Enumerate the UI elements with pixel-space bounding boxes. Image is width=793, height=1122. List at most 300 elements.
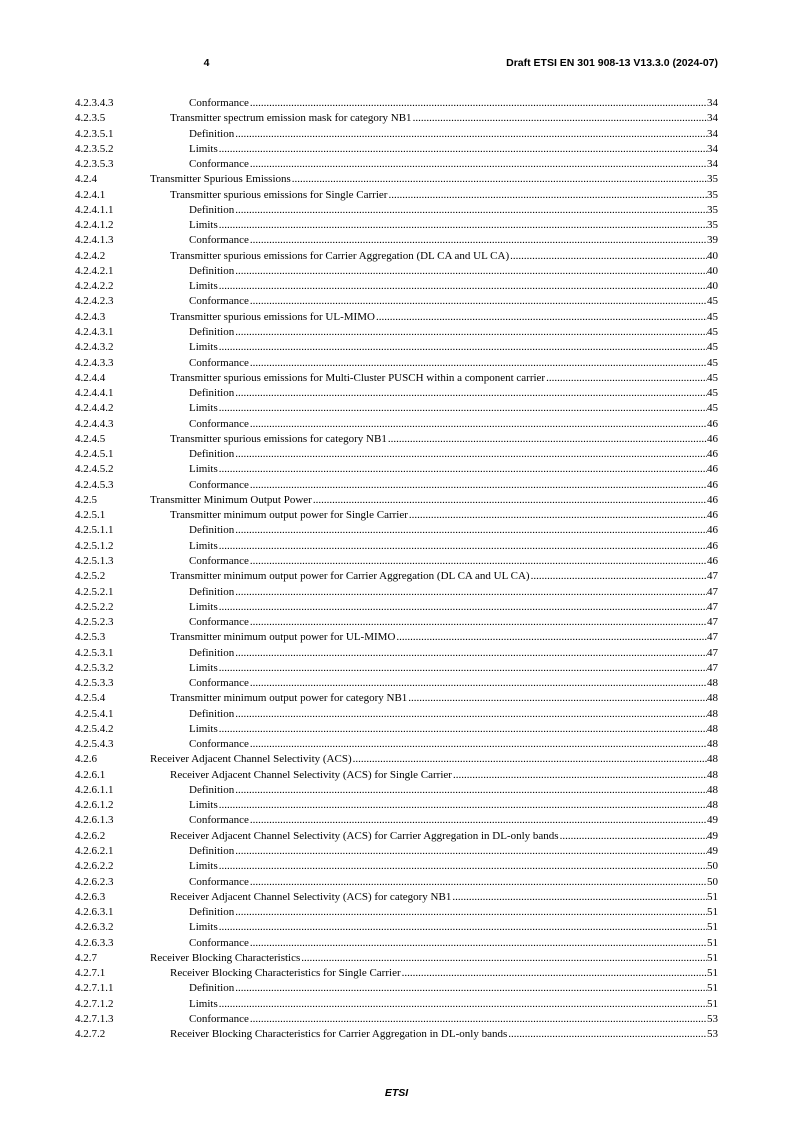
toc-entry-number: 4.2.5.3	[75, 631, 106, 644]
toc-entry-number: 4.2.3.5	[75, 112, 106, 125]
toc-entry-title: Definition	[189, 448, 235, 461]
toc-dot-leader	[352, 752, 707, 767]
toc-entry-number: 4.2.3.5.1	[75, 127, 114, 140]
toc-entry-title: Receiver Adjacent Channel Selectivity (ACS) for Carrier Aggregation in DL-only bands	[170, 829, 559, 842]
toc-entry-title: Conformance	[189, 554, 249, 567]
toc-entry-title: Transmitter spurious emissions for Single Carrier	[170, 188, 388, 201]
toc-entry-number: 4.2.4.2	[75, 249, 106, 262]
toc-entry-title: Definition	[189, 646, 235, 659]
toc-entry-title: Limits	[189, 402, 218, 415]
toc-entry-title: Receiver Adjacent Channel Selectivity (ACS) for Single Carrier	[170, 768, 452, 781]
toc-entry[interactable]	[75, 585, 718, 600]
toc-entry-page: 40	[707, 264, 718, 277]
toc-entry-body	[189, 1012, 718, 1027]
toc-entry-title: Conformance	[189, 936, 249, 949]
toc-entry-body	[189, 859, 718, 874]
toc-dot-leader	[249, 737, 707, 752]
toc-entry[interactable]	[75, 829, 718, 844]
toc-entry-title: Conformance	[189, 875, 249, 888]
toc-entry[interactable]	[75, 386, 718, 401]
toc-dot-leader	[218, 462, 707, 477]
toc-entry-page: 53	[707, 1012, 718, 1025]
toc-entry[interactable]	[75, 951, 718, 966]
toc-entry-title: Transmitter spectrum emission mask for category NB1	[170, 112, 412, 125]
toc-entry-page: 49	[707, 829, 718, 842]
toc-entry-body	[189, 997, 718, 1012]
toc-entry[interactable]	[75, 646, 718, 661]
toc-entry[interactable]	[75, 813, 718, 828]
toc-dot-leader	[249, 157, 707, 172]
toc-entry-page: 48	[707, 768, 718, 781]
toc-entry[interactable]	[75, 707, 718, 722]
toc-entry[interactable]	[75, 188, 718, 203]
toc-entry-number: 4.2.6.2.2	[75, 860, 114, 873]
toc-entry-body	[189, 386, 718, 401]
toc-entry-title: Definition	[189, 387, 235, 400]
toc-entry[interactable]	[75, 783, 718, 798]
toc-entry-number: 4.2.4.3.2	[75, 341, 114, 354]
toc-entry-page: 47	[707, 585, 718, 598]
toc-entry-title: Definition	[189, 203, 235, 216]
toc-entry-page: 48	[707, 783, 718, 796]
toc-entry[interactable]	[75, 737, 718, 752]
toc-entry[interactable]	[75, 172, 718, 187]
toc-entry-body	[189, 157, 718, 172]
toc-dot-leader	[218, 600, 707, 615]
toc-entry-number: 4.2.5.3.1	[75, 646, 114, 659]
toc-entry[interactable]	[75, 356, 718, 371]
toc-entry-body	[170, 691, 718, 706]
toc-entry[interactable]	[75, 142, 718, 157]
toc-entry-title: Limits	[189, 860, 218, 873]
toc-entry[interactable]	[75, 264, 718, 279]
toc-dot-leader	[218, 539, 707, 554]
toc-entry-number: 4.2.4.4.2	[75, 402, 114, 415]
toc-dot-leader	[249, 478, 707, 493]
toc-dot-leader	[249, 875, 707, 890]
toc-entry-body	[150, 172, 718, 187]
toc-entry-body	[170, 768, 718, 783]
toc-entry-title: Definition	[189, 783, 235, 796]
toc-dot-leader	[249, 676, 707, 691]
toc-entry-number: 4.2.7.1.1	[75, 982, 114, 995]
toc-entry-page: 51	[707, 921, 718, 934]
toc-entry-body	[170, 829, 718, 844]
toc-entry-page: 35	[707, 188, 718, 201]
toc-entry[interactable]	[75, 462, 718, 477]
toc-entry-body	[170, 371, 718, 386]
toc-entry-body	[189, 233, 718, 248]
toc-entry-number: 4.2.5.3.3	[75, 677, 114, 690]
toc-entry[interactable]	[75, 478, 718, 493]
toc-dot-leader	[218, 340, 707, 355]
toc-entry-number: 4.2.4.2.1	[75, 264, 114, 277]
toc-entry-body	[170, 630, 718, 645]
toc-dot-leader	[401, 966, 707, 981]
toc-entry-number: 4.2.7.2	[75, 1028, 106, 1041]
toc-entry-number: 4.2.4.2.3	[75, 295, 114, 308]
toc-entry-page: 51	[707, 997, 718, 1010]
toc-entry-number: 4.2.3.5.2	[75, 142, 114, 155]
toc-entry-title: Transmitter minimum output power for category NB1	[170, 692, 408, 705]
toc-entry[interactable]	[75, 630, 718, 645]
toc-entry-body	[189, 600, 718, 615]
toc-entry[interactable]	[75, 432, 718, 447]
toc-entry-body	[150, 752, 718, 767]
toc-entry-body	[189, 615, 718, 630]
toc-entry-title: Conformance	[189, 814, 249, 827]
toc-entry-number: 4.2.4.3.1	[75, 325, 114, 338]
toc-dot-leader	[249, 936, 707, 951]
toc-entry-number: 4.2.7.1.2	[75, 997, 114, 1010]
toc-entry[interactable]	[75, 615, 718, 630]
toc-entry[interactable]	[75, 523, 718, 538]
toc-entry[interactable]	[75, 981, 718, 996]
toc-entry-number: 4.2.6.3.1	[75, 906, 114, 919]
toc-entry-number: 4.2.6.1	[75, 768, 106, 781]
toc-entry-title: Conformance	[189, 234, 249, 247]
toc-dot-leader	[218, 920, 707, 935]
toc-entry-number: 4.2.5.2.2	[75, 600, 114, 613]
toc-entry-body	[189, 142, 718, 157]
toc-entry-title: Transmitter Spurious Emissions	[150, 173, 291, 186]
table-of-contents	[75, 96, 718, 1042]
toc-dot-leader	[234, 646, 707, 661]
toc-entry-body	[189, 554, 718, 569]
toc-entry-title: Limits	[189, 600, 218, 613]
toc-dot-leader	[412, 111, 707, 126]
toc-entry-title: Transmitter Minimum Output Power	[150, 493, 312, 506]
toc-entry-page: 49	[707, 845, 718, 858]
toc-entry-number: 4.2.4.3	[75, 310, 106, 323]
toc-entry-page: 46	[707, 463, 718, 476]
toc-dot-leader	[234, 981, 707, 996]
toc-entry-page: 51	[707, 936, 718, 949]
toc-dot-leader	[559, 829, 707, 844]
toc-entry-body	[189, 737, 718, 752]
toc-entry[interactable]	[75, 127, 718, 142]
toc-dot-leader	[451, 890, 707, 905]
toc-entry-title: Transmitter spurious emissions for Multi-Cluster PUSCH within a component carrier	[170, 371, 546, 384]
toc-entry-number: 4.2.5.1.2	[75, 539, 114, 552]
toc-entry[interactable]	[75, 768, 718, 783]
toc-entry-title: Definition	[189, 906, 235, 919]
toc-entry-page: 47	[707, 661, 718, 674]
toc-dot-leader	[408, 508, 707, 523]
toc-dot-leader	[218, 142, 707, 157]
page-number: 4	[203, 57, 210, 69]
toc-entry-title: Limits	[189, 280, 218, 293]
toc-entry-body	[170, 249, 718, 264]
toc-entry[interactable]	[75, 569, 718, 584]
toc-entry-page: 51	[707, 967, 718, 980]
toc-dot-leader	[234, 783, 707, 798]
toc-entry[interactable]	[75, 96, 718, 111]
toc-entry[interactable]	[75, 798, 718, 813]
toc-dot-leader	[249, 1012, 707, 1027]
toc-entry-number: 4.2.4.4	[75, 371, 106, 384]
toc-entry-page: 34	[707, 127, 718, 140]
footer-etsi: ETSI	[384, 1087, 409, 1099]
toc-entry-body	[189, 646, 718, 661]
toc-dot-leader	[249, 233, 707, 248]
toc-entry[interactable]	[75, 371, 718, 386]
toc-dot-leader	[507, 1027, 707, 1042]
toc-entry-page: 46	[707, 524, 718, 537]
toc-entry-number: 4.2.7	[75, 951, 97, 964]
toc-entry-title: Conformance	[189, 158, 249, 171]
toc-entry[interactable]	[75, 936, 718, 951]
toc-entry-page: 34	[707, 142, 718, 155]
toc-dot-leader	[249, 294, 707, 309]
toc-entry-page: 46	[707, 448, 718, 461]
toc-entry-page: 46	[707, 493, 718, 506]
toc-entry-page: 50	[707, 875, 718, 888]
toc-entry-page: 34	[707, 158, 718, 171]
toc-entry-number: 4.2.6.1.3	[75, 814, 114, 827]
toc-entry[interactable]	[75, 279, 718, 294]
toc-entry-page: 48	[707, 707, 718, 720]
toc-entry[interactable]	[75, 752, 718, 767]
toc-entry[interactable]	[75, 401, 718, 416]
toc-entry-number: 4.2.4.3.3	[75, 356, 114, 369]
toc-dot-leader	[387, 188, 707, 203]
toc-entry-number: 4.2.6	[75, 753, 97, 766]
toc-entry-body	[189, 356, 718, 371]
toc-entry-body	[170, 1027, 718, 1042]
toc-entry[interactable]	[75, 691, 718, 706]
toc-entry-number: 4.2.5.1.1	[75, 524, 114, 537]
toc-entry[interactable]	[75, 600, 718, 615]
toc-entry-number: 4.2.4.4.1	[75, 387, 114, 400]
toc-entry[interactable]	[75, 920, 718, 935]
toc-entry[interactable]	[75, 997, 718, 1012]
toc-entry-page: 35	[707, 219, 718, 232]
toc-entry-title: Limits	[189, 799, 218, 812]
toc-entry-number: 4.2.5	[75, 493, 97, 506]
toc-entry-number: 4.2.3.4.3	[75, 97, 114, 109]
toc-dot-leader	[249, 554, 707, 569]
toc-entry-number: 4.2.5.4.2	[75, 722, 114, 735]
toc-entry-title: Conformance	[189, 677, 249, 690]
toc-entry-page: 45	[707, 310, 718, 323]
toc-entry-number: 4.2.5.1	[75, 509, 106, 522]
toc-entry-number: 4.2.4.5.2	[75, 463, 114, 476]
toc-entry-body	[189, 813, 718, 828]
toc-entry-number: 4.2.6.2	[75, 829, 106, 842]
toc-entry-body	[189, 661, 718, 676]
toc-entry[interactable]	[75, 661, 718, 676]
toc-entry-page: 53	[707, 1028, 718, 1041]
toc-entry-body	[189, 417, 718, 432]
toc-entry-number: 4.2.5.4.1	[75, 707, 114, 720]
toc-dot-leader	[375, 310, 707, 325]
toc-entry[interactable]	[75, 859, 718, 874]
toc-entry[interactable]	[75, 1027, 718, 1042]
toc-entry-title: Transmitter spurious emissions for UL-MIMO	[170, 310, 375, 323]
toc-entry-number: 4.2.4.1.2	[75, 219, 114, 232]
toc-entry-page: 48	[707, 722, 718, 735]
toc-entry[interactable]	[75, 539, 718, 554]
toc-entry-body	[189, 905, 718, 920]
toc-entry[interactable]	[75, 508, 718, 523]
toc-entry-page: 47	[707, 616, 718, 629]
toc-entry-body	[189, 707, 718, 722]
toc-entry-body	[170, 508, 718, 523]
toc-entry-number: 4.2.6.1.2	[75, 799, 114, 812]
toc-dot-leader	[218, 661, 707, 676]
toc-entry-title: Conformance	[189, 1012, 249, 1025]
toc-dot-leader	[312, 493, 707, 508]
toc-dot-leader	[452, 768, 707, 783]
toc-dot-leader	[395, 630, 707, 645]
toc-entry-body	[189, 279, 718, 294]
toc-entry[interactable]	[75, 340, 718, 355]
toc-entry-title: Transmitter spurious emissions for Carrier Aggregation (DL CA and UL CA)	[170, 249, 510, 262]
toc-entry-body	[150, 951, 718, 966]
toc-entry-title: Conformance	[189, 97, 249, 109]
toc-entry-title: Definition	[189, 707, 235, 720]
toc-dot-leader	[300, 951, 707, 966]
toc-entry-page: 51	[707, 982, 718, 995]
toc-entry-title: Definition	[189, 264, 235, 277]
toc-entry-page: 45	[707, 402, 718, 415]
toc-entry[interactable]	[75, 966, 718, 981]
toc-entry-page: 51	[707, 906, 718, 919]
toc-entry-title: Limits	[189, 219, 218, 232]
toc-entry-body	[170, 569, 718, 584]
toc-entry-body	[170, 432, 718, 447]
toc-entry[interactable]	[75, 157, 718, 172]
toc-entry-number: 4.2.5.4	[75, 692, 106, 705]
toc-entry-body	[170, 310, 718, 325]
toc-entry-title: Definition	[189, 845, 235, 858]
toc-entry[interactable]	[75, 493, 718, 508]
toc-entry-body	[170, 188, 718, 203]
toc-entry-body	[189, 798, 718, 813]
toc-entry-title: Conformance	[189, 478, 249, 491]
toc-entry[interactable]	[75, 1012, 718, 1027]
toc-dot-leader	[530, 569, 707, 584]
toc-entry[interactable]	[75, 111, 718, 126]
toc-entry-body	[189, 447, 718, 462]
toc-entry-page: 47	[707, 631, 718, 644]
toc-entry-title: Limits	[189, 463, 218, 476]
toc-dot-leader	[234, 325, 707, 340]
toc-entry-title: Receiver Blocking Characteristics	[150, 951, 301, 964]
toc-entry-body	[189, 218, 718, 233]
toc-entry-page: 34	[707, 97, 718, 109]
toc-entry-number: 4.2.6.2.3	[75, 875, 114, 888]
toc-dot-leader	[234, 707, 707, 722]
toc-dot-leader	[249, 813, 707, 828]
toc-entry-page: 46	[707, 478, 718, 491]
toc-dot-leader	[218, 997, 707, 1012]
toc-entry[interactable]	[75, 325, 718, 340]
toc-dot-leader	[218, 859, 707, 874]
toc-dot-leader	[234, 447, 707, 462]
toc-entry-title: Receiver Blocking Characteristics for Single Carrier	[170, 967, 401, 980]
toc-entry-body	[189, 325, 718, 340]
toc-entry-page: 47	[707, 600, 718, 613]
toc-entry-body	[189, 875, 718, 890]
toc-entry-number: 4.2.6.3.3	[75, 936, 114, 949]
toc-entry-number: 4.2.5.2	[75, 570, 106, 583]
toc-entry-page: 35	[707, 203, 718, 216]
toc-entry-number: 4.2.4.2.2	[75, 280, 114, 293]
toc-entry-page: 45	[707, 341, 718, 354]
toc-entry[interactable]	[75, 844, 718, 859]
toc-entry-number: 4.2.4.5.1	[75, 448, 114, 461]
toc-entry-body	[189, 539, 718, 554]
toc-entry[interactable]	[75, 890, 718, 905]
toc-entry-number: 4.2.5.4.3	[75, 738, 114, 751]
toc-entry[interactable]	[75, 417, 718, 432]
toc-entry-page: 50	[707, 860, 718, 873]
toc-entry-body	[170, 966, 718, 981]
toc-entry[interactable]	[75, 905, 718, 920]
toc-entry[interactable]	[75, 203, 718, 218]
toc-entry-title: Receiver Adjacent Channel Selectivity (ACS) for category NB1	[170, 890, 452, 903]
toc-entry[interactable]	[75, 233, 718, 248]
toc-entry-title: Receiver Adjacent Channel Selectivity (ACS)	[150, 753, 352, 766]
toc-dot-leader	[407, 691, 707, 706]
toc-dot-leader	[234, 203, 707, 218]
toc-entry-body	[170, 890, 718, 905]
toc-entry-page: 48	[707, 692, 718, 705]
toc-entry[interactable]	[75, 294, 718, 309]
toc-entry-page: 47	[707, 570, 718, 583]
toc-entry-title: Transmitter minimum output power for Single Carrier	[170, 509, 408, 522]
toc-entry-page: 49	[707, 814, 718, 827]
toc-entry-body	[189, 127, 718, 142]
toc-entry[interactable]	[75, 676, 718, 691]
toc-dot-leader	[249, 417, 707, 432]
toc-entry-body	[189, 203, 718, 218]
toc-entry-number: 4.2.5.3.2	[75, 661, 114, 674]
toc-entry[interactable]	[75, 722, 718, 737]
toc-entry[interactable]	[75, 218, 718, 233]
toc-entry-number: 4.2.5.1.3	[75, 554, 114, 567]
toc-entry-page: 48	[707, 738, 718, 751]
toc-entry-page: 51	[707, 951, 718, 964]
toc-entry[interactable]	[75, 447, 718, 462]
toc-entry-body	[189, 585, 718, 600]
toc-dot-leader	[234, 264, 707, 279]
toc-entry-title: Limits	[189, 722, 218, 735]
toc-dot-leader	[218, 401, 707, 416]
toc-entry[interactable]	[75, 554, 718, 569]
toc-entry-number: 4.2.4.1.1	[75, 203, 114, 216]
toc-entry-title: Definition	[189, 127, 235, 140]
toc-entry-number: 4.2.7.1.3	[75, 1012, 114, 1025]
toc-entry[interactable]	[75, 249, 718, 264]
toc-entry[interactable]	[75, 875, 718, 890]
toc-entry-page: 45	[707, 295, 718, 308]
toc-entry-body	[189, 676, 718, 691]
toc-entry-title: Limits	[189, 921, 218, 934]
toc-entry-body	[189, 722, 718, 737]
toc-entry-body	[189, 294, 718, 309]
toc-dot-leader	[234, 905, 707, 920]
toc-dot-leader	[249, 615, 707, 630]
toc-entry[interactable]	[75, 310, 718, 325]
toc-entry-page: 46	[707, 554, 718, 567]
toc-entry-number: 4.2.5.2.3	[75, 616, 114, 629]
toc-entry-body	[189, 981, 718, 996]
toc-dot-leader	[249, 356, 707, 371]
toc-entry-page: 46	[707, 509, 718, 522]
